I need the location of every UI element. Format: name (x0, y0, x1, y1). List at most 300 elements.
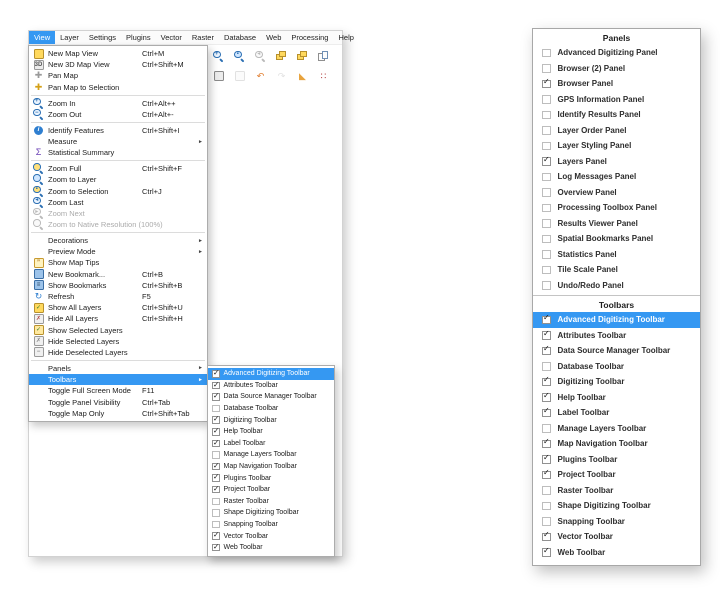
menu-item-icon-slot (32, 280, 45, 290)
measure-tool-button[interactable] (294, 68, 311, 85)
checked-checkbox: ✓ (213, 541, 220, 551)
zoom-to-selection-tool-button[interactable] (231, 48, 248, 65)
menu-item-label: Pan Map to Selection (48, 82, 120, 92)
checked-checkbox: ✓ (543, 344, 550, 353)
checked-checkbox: ✓ (543, 406, 550, 415)
panel-option-undo-redo-panel[interactable] (533, 278, 700, 294)
checked-checkbox: ✓ (543, 545, 550, 555)
submenu-item-label: Web Toolbar (223, 544, 263, 552)
menu-item-icon-slot (32, 258, 45, 268)
panel-option-gps-information-panel[interactable] (533, 92, 700, 108)
toolbar-option-map-navigation-toolbar[interactable] (533, 436, 700, 452)
menu-item-hide-selected-layers[interactable] (29, 336, 207, 347)
panels-section-title: Panels (602, 33, 631, 43)
submenu-item-attributes-toolbar[interactable] (208, 380, 334, 392)
zoom-to-layer-icon (33, 174, 44, 185)
checked-checkbox: ✓ (213, 391, 220, 401)
unchecked-checkbox (212, 509, 220, 517)
submenu-item-label: Data Source Manager Toolbar (223, 393, 317, 401)
empty-icon (33, 363, 44, 374)
checklist-item-label: Web Toolbar (557, 547, 606, 557)
zoom-native-icon (33, 219, 44, 230)
submenu-item-label: Label Toolbar (223, 439, 266, 447)
toolbar-option-help-toolbar[interactable] (533, 390, 700, 406)
checklist-item-label: Identify Results Panel (557, 110, 641, 120)
unchecked-checkbox (212, 451, 220, 459)
checklist-item-label: Manage Layers Toolbar (557, 423, 647, 433)
panel-option-processing-toolbox-panel[interactable] (533, 200, 700, 216)
empty-icon (33, 136, 44, 147)
panel-option-browser-panel[interactable] (533, 76, 700, 92)
submenu-item-map-navigation-toolbar[interactable] (208, 461, 334, 473)
checked-checkbox: ✓ (543, 437, 550, 446)
menu-item-label: Identify Features (48, 125, 104, 135)
menubar-item-database[interactable]: Database (223, 33, 257, 42)
checked-checkbox: ✓ (543, 452, 550, 462)
menu-item-label: Hide All Layers (48, 314, 99, 324)
menu-item-icon-slot (32, 174, 45, 185)
refresh-icon: ↻ (34, 291, 43, 302)
panel-option-layers-panel[interactable] (533, 154, 700, 170)
measure-tool-icon: ◣ (299, 70, 306, 81)
menu-separator (31, 122, 205, 123)
menu-item-icon-slot (32, 98, 45, 109)
zoom-last-tool-button[interactable] (252, 48, 269, 65)
toolbar-option-snapping-toolbar[interactable] (533, 514, 700, 530)
menu-item-hide-deselected-layers[interactable] (29, 347, 207, 358)
undo-button[interactable] (252, 68, 269, 85)
menu-item-label: New Map View (48, 49, 98, 59)
identify-features-icon: i (34, 126, 43, 135)
menu-item-show-all-layers[interactable] (29, 302, 207, 313)
menu-item-zoom-next[interactable] (29, 208, 207, 219)
unchecked-checkbox (542, 362, 551, 371)
panel-option-spatial-bookmarks-panel[interactable] (533, 231, 700, 247)
new-3d-map-view-icon: 3D (34, 61, 43, 68)
submenu-item-label: Plugins Toolbar (223, 474, 272, 482)
panel-option-advanced-digitizing-panel[interactable] (533, 45, 700, 61)
empty-icon (33, 235, 44, 246)
menu-item-shortcut: Ctrl+Alt++ (142, 98, 176, 108)
menu-item-icon-slot (32, 60, 45, 70)
checklist-item-label: Digitizing Toolbar (557, 377, 625, 387)
submenu-item-label: Project Toolbar (223, 486, 271, 494)
menu-item-icon-slot (32, 82, 45, 93)
toolbar-row-2 (185, 66, 340, 86)
menu-item-show-bookmarks[interactable] (29, 280, 207, 291)
menu-item-label: New Bookmark... (48, 269, 106, 279)
menu-item-shortcut: Ctrl+Shift+Tab (142, 408, 190, 418)
menu-item-shortcut: Ctrl+M (142, 49, 165, 59)
menu-separator (31, 160, 205, 161)
menu-item-icon-slot (32, 219, 45, 230)
menu-item-panels[interactable] (29, 363, 207, 374)
menu-item-label: Show Map Tips (48, 258, 100, 268)
toolbar-option-label-toolbar[interactable] (533, 405, 700, 421)
checked-checkbox: ✓ (543, 530, 550, 539)
zoom-out-icon: − (33, 109, 44, 120)
hide-selected-layers-icon: ✗ (34, 336, 44, 346)
submenu-item-project-toolbar[interactable] (208, 484, 334, 496)
menubar-item-raster[interactable]: Raster (191, 33, 214, 42)
menu-item-refresh[interactable] (29, 291, 207, 302)
submenu-item-label-toolbar[interactable] (208, 438, 334, 450)
menu-item-icon-slot (32, 374, 45, 385)
submenu-item-help-toolbar[interactable] (208, 426, 334, 438)
paste-features-icon (214, 71, 224, 81)
toolbar-option-advanced-digitizing-toolbar[interactable] (533, 312, 700, 328)
redo-icon: ↷ (277, 70, 286, 81)
menu-item-label: Statistical Summary (48, 148, 115, 158)
checked-checkbox: ✓ (213, 460, 220, 470)
checked-checkbox: ✓ (543, 390, 550, 400)
menu-item-icon-slot (32, 303, 45, 313)
menu-item-icon-slot (32, 186, 45, 197)
checklist-item-label: Processing Toolbox Panel (557, 203, 657, 213)
checklist-item-label: Data Source Manager Toolbar (557, 346, 671, 356)
unchecked-checkbox (542, 424, 551, 433)
menu-item-hide-all-layers[interactable] (29, 313, 207, 324)
panel-option-statistics-panel[interactable] (533, 247, 700, 263)
zoom-full-icon (33, 163, 44, 174)
show-selected-layers-icon: ✓ (34, 325, 44, 335)
unchecked-checkbox (542, 142, 551, 151)
zoom-in-tool-icon: + (213, 51, 224, 62)
menu-item-icon-slot (32, 397, 45, 408)
hide-all-layers-icon: ✗ (34, 314, 44, 324)
menu-item-label: Toggle Map Only (48, 408, 105, 418)
menu-item-shortcut: Ctrl+Shift+M (142, 60, 184, 70)
undo-icon: ↶ (256, 70, 265, 81)
menubar-item-settings[interactable]: Settings (88, 33, 116, 42)
menubar-item-plugins[interactable]: Plugins (126, 33, 151, 42)
panel-option-results-viewer-panel[interactable] (533, 216, 700, 232)
menu-item-icon-slot (32, 347, 45, 357)
checked-checkbox: ✓ (543, 154, 550, 164)
unchecked-checkbox (542, 502, 551, 511)
panel-option-layer-styling-panel[interactable] (533, 138, 700, 154)
submenu-item-label: Manage Layers Toolbar (223, 451, 297, 459)
show-all-layers-icon: ✓ (34, 303, 44, 313)
submenu-arrow-icon: ► (198, 248, 203, 255)
checklist-item-label: Overview Panel (557, 187, 617, 197)
submenu-item-digitizing-toolbar[interactable] (208, 414, 334, 426)
toolbar-option-attributes-toolbar[interactable] (533, 328, 700, 344)
menu-item-icon-slot (32, 136, 45, 147)
unchecked-checkbox (542, 486, 551, 495)
menu-item-pan-map[interactable] (29, 70, 207, 81)
panel-option-identify-results-panel[interactable] (533, 107, 700, 123)
submenu-item-manage-layers-toolbar[interactable] (208, 449, 334, 461)
checklist-item-label: Raster Toolbar (557, 485, 614, 495)
menu-item-icon-slot (32, 49, 45, 59)
menu-item-zoom-to-selection[interactable] (29, 185, 207, 196)
menu-item-shortcut: Ctrl+B (142, 269, 164, 279)
menu-item-icon-slot (32, 147, 45, 158)
checklist-item-label: Results Viewer Panel (557, 218, 638, 228)
menu-item-toggle-full-screen-mode[interactable] (29, 385, 207, 396)
menubar-item-view[interactable]: View (29, 31, 55, 44)
menu-item-toggle-panel-visibility[interactable] (29, 396, 207, 407)
unchecked-checkbox (542, 49, 551, 58)
menu-item-label: Zoom Last (48, 197, 84, 207)
checklist-item-label: Database Toolbar (557, 361, 625, 371)
menu-item-label: Zoom Next (48, 208, 85, 218)
menu-item-label: Zoom to Selection (48, 186, 109, 196)
menu-item-shortcut: Ctrl+Shift+H (142, 314, 183, 324)
zoom-to-selection-icon: ▪ (33, 186, 44, 197)
menu-item-statistical-summary[interactable] (29, 147, 207, 158)
submenu-item-raster-toolbar[interactable] (208, 496, 334, 508)
checklist-item-label: Log Messages Panel (557, 172, 637, 182)
checklist-item-label: Attributes Toolbar (557, 330, 627, 340)
hide-deselected-layers-icon: − (34, 347, 44, 357)
toolbar-option-data-source-manager-toolbar[interactable] (533, 343, 700, 359)
menu-item-icon-slot (32, 109, 45, 120)
zoom-in-icon: + (33, 98, 44, 109)
menu-item-shortcut: Ctrl+Tab (142, 397, 171, 407)
menu-item-zoom-to-layer[interactable] (29, 174, 207, 185)
submenu-arrow-icon: ► (198, 376, 203, 383)
menu-item-label: Zoom to Layer (48, 175, 97, 185)
unchecked-checkbox (542, 64, 551, 73)
checklist-item-label: Snapping Toolbar (557, 516, 625, 526)
menu-item-label: Toggle Full Screen Mode (48, 386, 131, 396)
menu-item-pan-map-to-selection[interactable] (29, 82, 207, 93)
submenu-item-web-toolbar[interactable] (208, 542, 334, 554)
submenu-item-label: Raster Toolbar (223, 497, 269, 505)
menu-item-decorations[interactable] (29, 235, 207, 246)
checked-checkbox: ✓ (213, 426, 220, 436)
checklist-item-label: Label Toolbar (557, 408, 610, 418)
empty-icon (33, 246, 44, 257)
menu-item-icon-slot (32, 336, 45, 346)
project-properties-button[interactable] (315, 48, 332, 65)
menu-item-new-map-view[interactable] (29, 48, 207, 59)
menu-item-identify-features[interactable] (29, 125, 207, 136)
submenu-item-data-source-manager-toolbar[interactable] (208, 391, 334, 403)
menu-item-icon-slot (32, 208, 45, 219)
unchecked-checkbox (542, 188, 551, 197)
checklist-item-label: Layer Order Panel (557, 125, 627, 135)
statistical-summary-icon: Σ (35, 147, 42, 158)
toolbars-section-title: Toolbars (598, 300, 635, 310)
menu-item-shortcut: F5 (142, 292, 151, 302)
zoom-in-tool-button[interactable] (210, 48, 227, 65)
unchecked-checkbox (542, 266, 551, 275)
checked-checkbox: ✓ (543, 313, 550, 322)
menu-separator (31, 360, 205, 361)
checklist-item-label: Vector Toolbar (557, 532, 613, 542)
menu-item-toolbars[interactable] (29, 374, 207, 385)
submenu-arrow-icon: ► (198, 138, 203, 145)
menu-item-measure[interactable] (29, 136, 207, 147)
menu-item-label: Zoom In (48, 98, 76, 108)
menu-item-shortcut: Ctrl+J (142, 186, 162, 196)
empty-icon (33, 408, 44, 419)
checklist-item-label: Help Toolbar (557, 392, 606, 402)
toolbar-option-shape-digitizing-toolbar[interactable] (533, 498, 700, 514)
menu-item-label: Measure (48, 137, 78, 146)
menu-item-shortcut: Ctrl+Shift+B (142, 280, 183, 290)
empty-icon (33, 385, 44, 396)
checked-checkbox: ✓ (543, 468, 550, 477)
checked-checkbox: ✓ (213, 530, 220, 540)
pan-map-icon: ✚ (34, 70, 43, 81)
menu-item-icon-slot (32, 314, 45, 324)
menu-item-icon-slot (32, 197, 45, 208)
submenu-item-label: Shape Digitizing Toolbar (223, 509, 299, 517)
checklist-item-label: Advanced Digitizing Panel (557, 48, 658, 58)
checked-checkbox: ✓ (543, 77, 550, 86)
show-map-tips-icon: ” (34, 258, 44, 268)
menu-item-zoom-full[interactable] (29, 163, 207, 174)
menu-item-label: New 3D Map View (48, 60, 110, 70)
new-print-layout-button[interactable] (273, 48, 290, 65)
checklist-item-label: Browser (2) Panel (557, 63, 626, 73)
menu-item-zoom-last[interactable] (29, 197, 207, 208)
panel-option-tile-scale-panel[interactable] (533, 262, 700, 278)
menu-item-icon-slot (32, 408, 45, 419)
menubar-item-web[interactable]: Web (266, 33, 282, 42)
unchecked-checkbox (542, 95, 551, 104)
menu-item-label: Show Bookmarks (48, 280, 107, 290)
panel-option-browser-2-panel[interactable] (533, 61, 700, 77)
checked-checkbox: ✓ (213, 368, 220, 378)
copy-features-button[interactable] (231, 68, 248, 85)
unchecked-checkbox (212, 498, 220, 506)
menu-item-new-3d-map-view[interactable] (29, 59, 207, 70)
submenu-item-vector-toolbar[interactable] (208, 530, 334, 542)
checked-checkbox: ✓ (213, 414, 220, 424)
submenu-item-label: Help Toolbar (223, 428, 263, 436)
unchecked-checkbox (542, 250, 551, 259)
unchecked-checkbox (212, 521, 220, 529)
checked-checkbox: ✓ (543, 328, 550, 338)
show-bookmarks-icon: ≡ (34, 280, 44, 290)
layout-manager-icon (297, 51, 308, 62)
toolbar-option-web-toolbar[interactable] (533, 545, 700, 561)
unchecked-checkbox (542, 111, 551, 120)
submenu-item-label: Advanced Digitizing Toolbar (223, 370, 310, 378)
menu-item-shortcut: Ctrl+Alt+- (142, 109, 174, 119)
menu-item-new-bookmark[interactable] (29, 269, 207, 280)
section-divider (533, 295, 700, 296)
qgis-window (28, 30, 354, 557)
toolbar-option-plugins-toolbar[interactable] (533, 452, 700, 468)
empty-icon (33, 374, 44, 385)
menu-item-label: Panels (48, 363, 71, 373)
panels-toolbars-reference-panel (532, 28, 701, 566)
toolbar-option-database-toolbar[interactable] (533, 359, 700, 375)
toolbar-row-1 (185, 46, 340, 66)
submenu-item-shape-digitizing-toolbar[interactable] (208, 507, 334, 519)
menu-item-icon-slot (32, 126, 45, 135)
toolbar-option-digitizing-toolbar[interactable] (533, 374, 700, 390)
submenu-item-label: Snapping Toolbar (223, 521, 278, 529)
menu-item-icon-slot (32, 291, 45, 302)
pan-map-to-selection-icon: ✚ (34, 81, 43, 92)
menubar-item-processing[interactable]: Processing (291, 33, 329, 42)
menu-item-toggle-map-only[interactable] (29, 408, 207, 419)
panel-option-log-messages-panel[interactable] (533, 169, 700, 185)
panel-option-layer-order-panel[interactable] (533, 123, 700, 139)
menu-item-zoom-to-native-resolution-100[interactable] (29, 219, 207, 230)
new-map-view-icon (34, 49, 44, 59)
submenu-item-advanced-digitizing-toolbar[interactable] (208, 368, 334, 380)
submenu-item-label: Vector Toolbar (223, 532, 269, 540)
toolbar-option-raster-toolbar[interactable] (533, 483, 700, 499)
menu-item-label: Toggle Panel Visibility (48, 397, 121, 407)
submenu-item-snapping-toolbar[interactable] (208, 519, 334, 531)
zoom-last-icon: ◂ (33, 197, 44, 208)
toolbar-area (185, 46, 340, 88)
digitize-points-icon: ∷ (320, 70, 327, 81)
checklist-item-label: Map Navigation Toolbar (557, 439, 648, 449)
menu-item-label: Hide Deselected Layers (48, 347, 128, 357)
checklist-item-label: Spatial Bookmarks Panel (557, 234, 654, 244)
menu-item-label: Preview Mode (48, 247, 96, 257)
checklist-item-label: Layer Styling Panel (557, 141, 632, 151)
unchecked-checkbox (542, 219, 551, 228)
menu-item-icon-slot (32, 246, 45, 257)
menubar-item-vector[interactable]: Vector (160, 33, 182, 42)
checked-checkbox: ✓ (543, 375, 550, 384)
checklist-item-label: Statistics Panel (557, 249, 617, 259)
paste-features-button[interactable] (210, 68, 227, 85)
submenu-item-plugins-toolbar[interactable] (208, 472, 334, 484)
unchecked-checkbox (542, 235, 551, 244)
checklist-item-label: Advanced Digitizing Toolbar (557, 315, 665, 325)
menu-item-zoom-out[interactable] (29, 109, 207, 120)
toolbar-option-vector-toolbar[interactable] (533, 529, 700, 545)
empty-icon (33, 397, 44, 408)
menu-item-shortcut: Ctrl+Shift+F (142, 164, 183, 174)
menu-item-label: Hide Selected Layers (48, 336, 120, 346)
layout-manager-button[interactable] (294, 48, 311, 65)
menu-item-icon-slot (32, 385, 45, 396)
checked-checkbox: ✓ (213, 437, 220, 447)
menu-separator (31, 95, 205, 96)
menubar-item-layer[interactable]: Layer (60, 33, 79, 42)
redo-button[interactable] (273, 68, 290, 85)
digitize-points-button[interactable] (315, 68, 332, 85)
checked-checkbox: ✓ (213, 483, 220, 493)
menu-item-zoom-in[interactable] (29, 98, 207, 109)
menu-item-preview-mode[interactable] (29, 246, 207, 257)
submenu-item-label: Digitizing Toolbar (223, 416, 277, 424)
toolbar-option-manage-layers-toolbar[interactable] (533, 421, 700, 437)
submenu-item-label: Attributes Toolbar (223, 381, 278, 389)
menu-item-show-selected-layers[interactable] (29, 325, 207, 336)
submenu-item-database-toolbar[interactable] (208, 403, 334, 415)
menu-item-label: Refresh (48, 292, 75, 302)
submenu-item-label: Map Navigation Toolbar (223, 463, 297, 471)
panel-option-overview-panel[interactable] (533, 185, 700, 201)
new-bookmark-icon (34, 269, 44, 279)
menu-item-label: Zoom to Native Resolution (100%) (48, 220, 163, 230)
checklist-item-label: Undo/Redo Panel (557, 280, 624, 290)
toolbar-option-project-toolbar[interactable] (533, 467, 700, 483)
submenu-arrow-icon: ► (198, 365, 203, 372)
menu-item-show-map-tips[interactable] (29, 257, 207, 268)
menubar-item-help[interactable]: Help (338, 33, 354, 42)
menu-item-icon-slot (32, 163, 45, 174)
menu-item-label: Show All Layers (48, 303, 102, 313)
checked-checkbox: ✓ (213, 472, 220, 482)
toolbars-submenu (207, 365, 335, 557)
menu-item-label: Show Selected Layers (48, 325, 123, 335)
